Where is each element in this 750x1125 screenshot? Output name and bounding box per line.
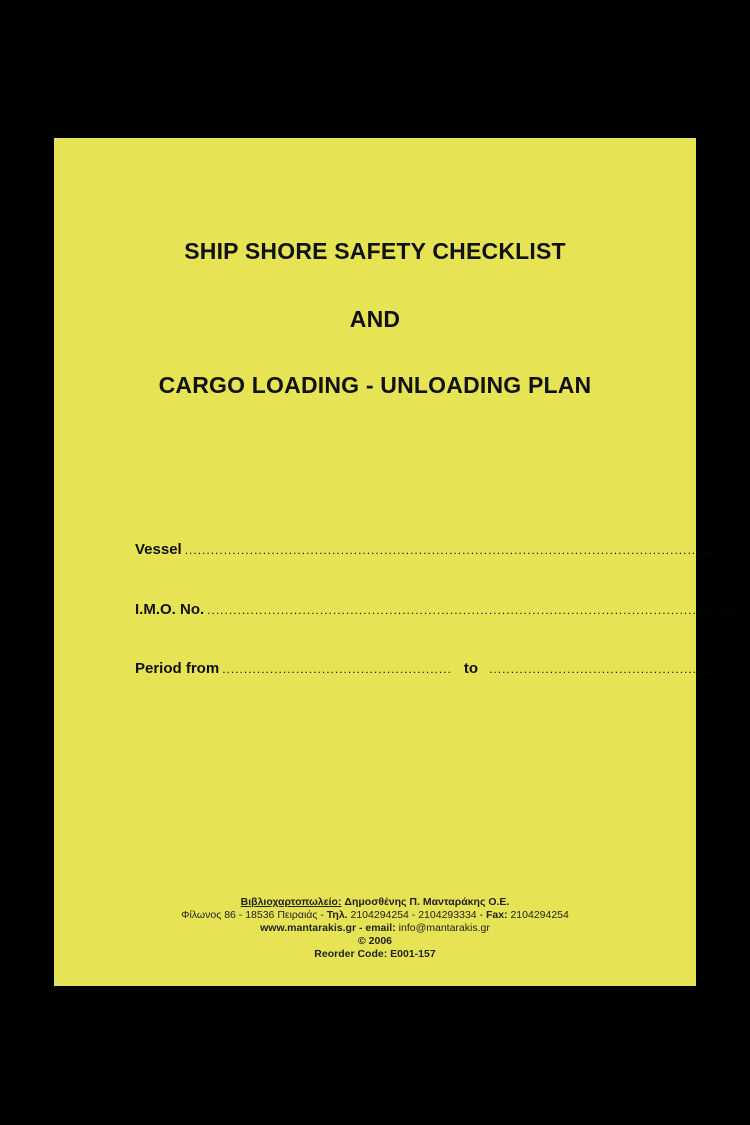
vessel-label: Vessel [135,541,182,558]
tel-label: Τηλ. [326,909,348,921]
vessel-dotted-line: .......................................................................................................................... [184,543,714,557]
title-line-2: AND [349,306,401,332]
vessel-field [135,541,714,558]
period-to-label: to [463,660,479,677]
shop-name: Δημοσθένης Π. Μανταράκης Ο.Ε. [344,896,510,908]
copyright-text: © 2006 [357,935,392,947]
footer-publisher-line [54,896,696,909]
period-field [135,660,719,677]
period-from-label: Period from [135,660,220,677]
title-line-3: CARGO LOADING - UNLOADING PLAN [158,372,592,398]
imo-label: I.M.O. No. [135,601,205,618]
title-line-1: SHIP SHORE SAFETY CHECKLIST [184,238,566,264]
document-cover [54,138,736,986]
shop-label: Βιβλιοχαρτοπωλείο: [240,896,342,908]
fax-label: Fax: [485,909,508,921]
footer-web-line [54,922,696,935]
imo-field [135,601,736,618]
imo-dotted-line: .......................................................................................................................... [207,603,736,617]
publisher-footer [54,896,696,961]
period-to-dotted-line: ..................................................... [489,662,719,676]
address-text: Φίλωνος 86 - 18536 Πειραιάς - [181,909,327,921]
period-from-dotted-line: ..................................................... [222,662,452,676]
email-label: - email: [356,922,396,934]
website-text: www.mantarakis.gr [260,922,357,934]
tel-values: 2104294254 - 2104293334 - [347,909,486,921]
footer-contact-line [54,909,696,922]
reorder-code: Reorder Code: E001-157 [314,948,436,960]
email-value: info@mantarakis.gr [395,922,490,934]
fax-value: 2104294254 [507,909,569,921]
